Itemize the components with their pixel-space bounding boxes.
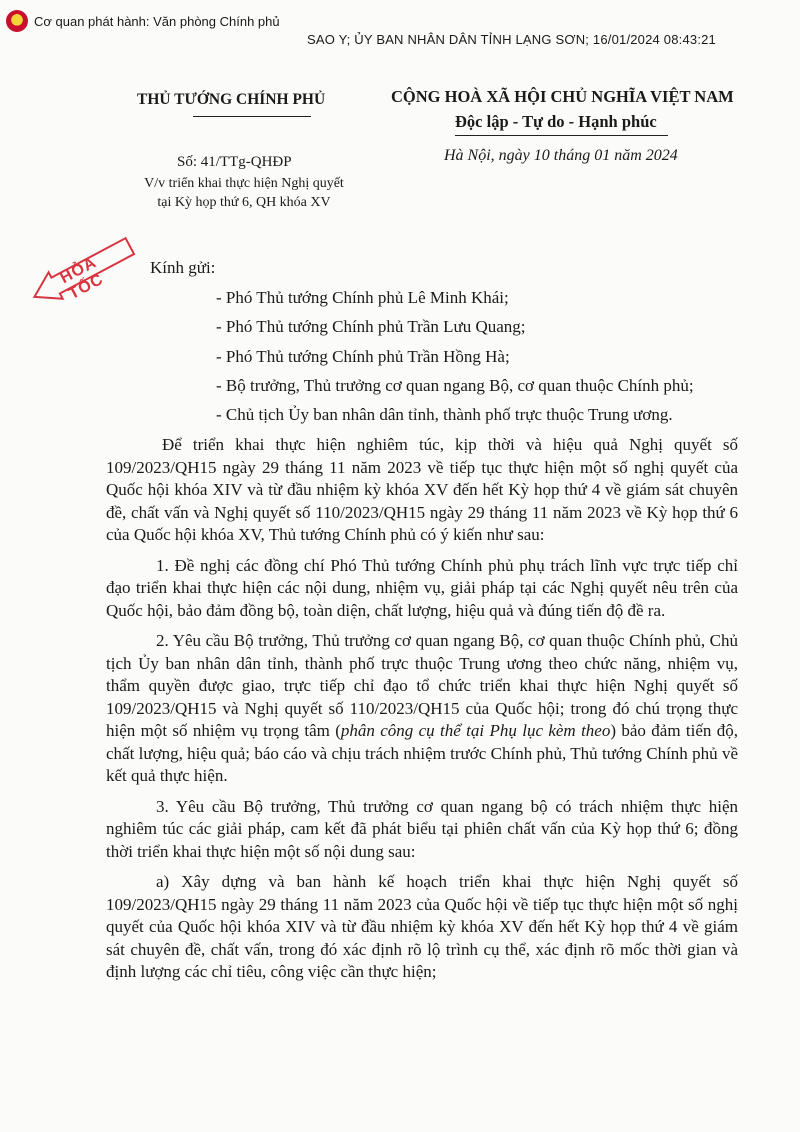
document-subject	[134, 174, 354, 212]
item-2-text: 2. Yêu cầu Bộ trưởng, Thủ trưởng cơ quan ngang Bộ, cơ quan thuộc Chính phủ, Chủ tịch Ủy ban nhân dân tỉnh, thành phố trực thuộc Trung ương theo chức năng, nhiệm vụ, thẩm quyền được giao, trực tiếp chỉ đạo tổ chức triển khai thực hiện Nghị quyết số 109/2023/QH15 và Nghị quyết số 110/2023/QH15 của Quốc hội; trong đó chú trọng thực hiện một số nhiệm vụ trọng tâm (	[106, 631, 738, 740]
motto-underline	[455, 135, 668, 136]
document-body	[106, 434, 738, 992]
recipient-list	[216, 283, 694, 429]
urgent-stamp	[25, 229, 142, 313]
subject-line-1: V/v triển khai thực hiện Nghị quyết	[144, 176, 344, 191]
urgent-stamp-text: HỎA TỐC	[57, 254, 107, 303]
recipient-item: - Phó Thủ tướng Chính phủ Lê Minh Khái;	[216, 288, 509, 307]
copy-stamp: SAO Y; ỦY BAN NHÂN DÂN TỈNH LẠNG SƠN; 16/01/2024 08:43:21	[307, 32, 716, 47]
item-1-paragraph: 1. Đề nghị các đồng chí Phó Thủ tướng Chính phủ phụ trách lĩnh vực trực tiếp chỉ đạo triển khai thực hiện các nội dung, nhiệm vụ, giải pháp tại các Nghị quyết nêu trên của Quốc hội, bảo đảm đồng bộ, toàn diện, chất lượng, hiệu quả và đúng tiến độ đề ra.	[106, 555, 738, 620]
place-date: Hà Nội, ngày 10 tháng 01 năm 2024	[444, 147, 678, 164]
item-2-italic: phân công cụ thể tại Phụ lục kèm theo	[340, 721, 611, 740]
issuer-stamp: Cơ quan phát hành: Văn phòng Chính phủ	[34, 14, 280, 29]
national-motto: Độc lập - Tự do - Hạnh phúc	[455, 112, 657, 131]
recipient-item: - Phó Thủ tướng Chính phủ Trần Hồng Hà;	[216, 346, 510, 366]
recipient-item: - Phó Thủ tướng Chính phủ Trần Lưu Quang;	[216, 317, 526, 337]
recipient-item: - Bộ trưởng, Thủ trưởng cơ quan ngang Bộ, cơ quan thuộc Chính phủ;	[216, 375, 694, 395]
recipient-item: - Chủ tịch Ủy ban nhân dân tỉnh, thành phố trực thuộc Trung ương.	[216, 405, 673, 425]
item-2-paragraph	[106, 630, 738, 788]
document-number: Số: 41/TTg-QHĐP	[177, 154, 292, 170]
item-3-paragraph: 3. Yêu cầu Bộ trưởng, Thủ trưởng cơ quan ngang bộ có trách nhiệm thực hiện nghiêm túc các giải pháp, cam kết đã phát biểu tại phiên chất vấn của Kỳ họp thứ 6; đồng thời triển khai thực hiện một số nội dung sau:	[106, 796, 738, 861]
national-title: CỘNG HOÀ XÃ HỘI CHỦ NGHĨA VIỆT NAM	[391, 87, 734, 106]
greeting: Kính gửi:	[150, 258, 216, 277]
national-emblem-icon	[6, 10, 28, 32]
item-3a-paragraph: a) Xây dựng và ban hành kế hoạch triển khai thực hiện Nghị quyết số 109/2023/QH15 ngày 29 tháng 11 năm 2023 của Quốc hội về tiếp tục thực hiện một số nghị quyết của Quốc hội khóa XIV và từ đầu nhiệm kỳ khóa XV đến hết Kỳ họp thứ 4 về giám sát chuyên đề, chất vấn, trong đó xác định rõ lộ trình cụ thể, xác định rõ mốc thời gian và định lượng các chỉ tiêu, công việc cần thực hiện;	[106, 872, 738, 981]
authority-underline	[193, 116, 311, 117]
intro-paragraph: Để triển khai thực hiện nghiêm túc, kịp thời và hiệu quả Nghị quyết số 109/2023/QH15 ngày 29 tháng 11 năm 2023 về tiếp tục thực hiện một số nghị quyết của Quốc hội khóa XIV và từ đầu nhiệm kỳ khóa XV đến hết Kỳ họp thứ 4 về giám sát chuyên đề, chất vấn và Nghị quyết số 110/2023/QH15 ngày 29 tháng 11 năm 2023 về Kỳ họp thứ 6 của Quốc hội khóa XV, Thủ tướng Chính phủ có ý kiến như sau:	[106, 435, 738, 544]
subject-line-2: tại Kỳ họp thứ 6, QH khóa XV	[157, 195, 331, 210]
item-2-text-end: ) bảo đảm tiến độ, chất lượng, hiệu quả; báo cáo và chịu trách nhiệm trước Chính phủ, Thủ tướng Chính phủ về kết quả thực hiện.	[106, 721, 738, 785]
issuing-authority: THỦ TƯỚNG CHÍNH PHỦ	[137, 91, 326, 108]
